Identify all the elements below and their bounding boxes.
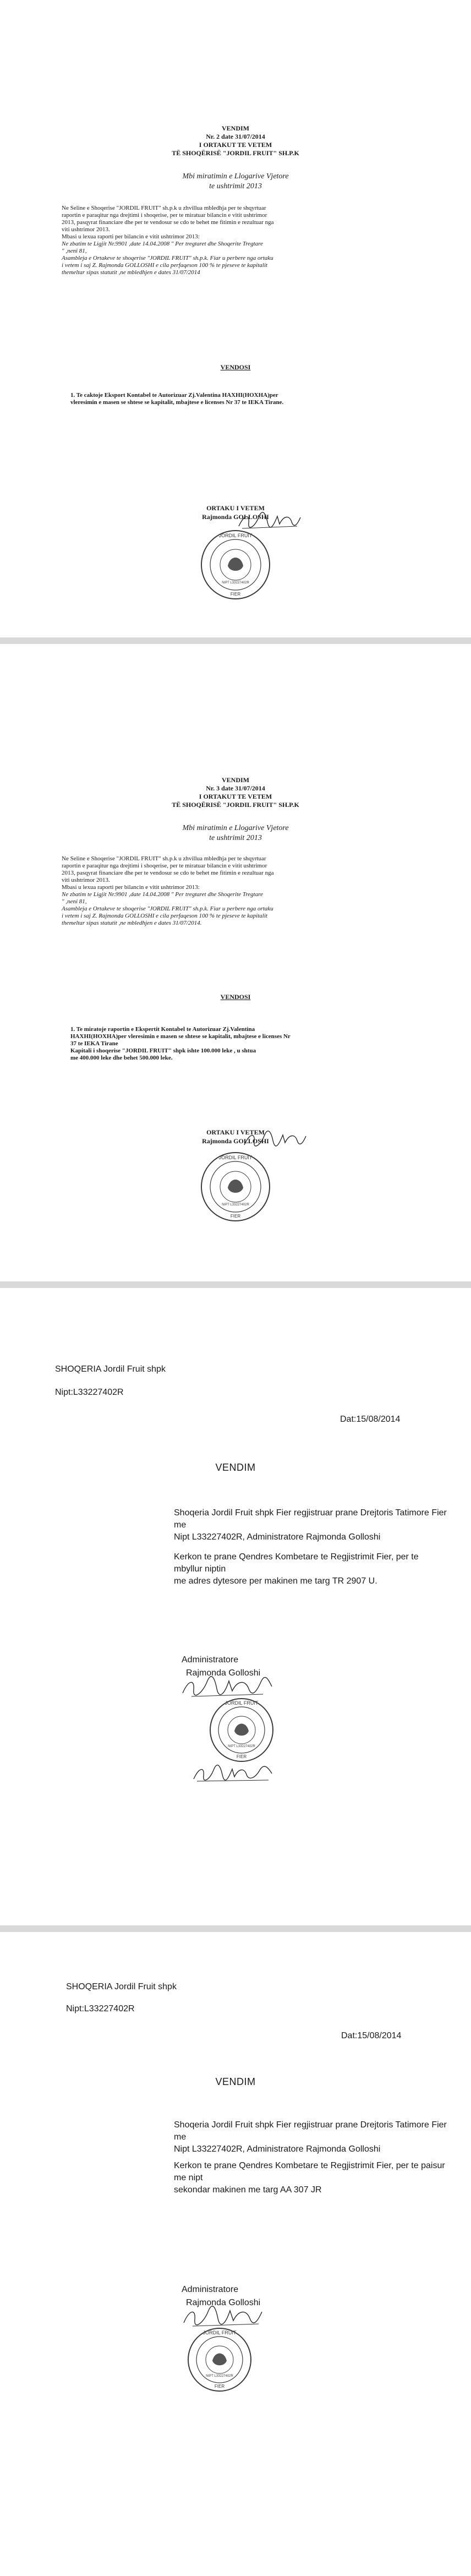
decision-company: TË SHOQËRISË "JORDIL FRUIT" SH.P.K [172, 801, 299, 809]
body-line: viti ushtrimor 2013. [62, 877, 110, 883]
company-nipt: Nipt:L33227402R [55, 1388, 124, 1397]
document-page-4 [0, 1932, 471, 2576]
stamp-nipt: NIPT L33227402R [222, 581, 249, 585]
body-line: Mbasi u lexua raporti per bilancin e vitit ushtrimor 2013: [62, 233, 200, 240]
decision-subtitle: I ORTAKUT TE VETEM [199, 793, 272, 800]
letter-paragraph [174, 1551, 449, 1587]
paragraph-line: Shoqeria Jordil Fruit shpk Fier regjistruar prane Drejtoris Tatimore Fier me [174, 2120, 447, 2142]
stamp-ring-text: JORDIL FRUIT [224, 1700, 259, 1706]
vendosi-heading: VENDOSI [220, 363, 251, 371]
decision-number: Nr. 3 date 31/07/2014 [206, 784, 265, 792]
decision-title: VENDIM [222, 776, 249, 784]
company-stamp [199, 528, 272, 601]
decision-item [70, 392, 379, 406]
company-stamp [208, 1696, 275, 1764]
body-line: raportin e paraqitur nga drejtimi i shoqerise, per te miratuar bilancin e vitit ushtrimor [62, 863, 267, 869]
company-nipt: Nipt:L33227402R [66, 2004, 135, 2013]
item-line: 37 te IEKA Tirane [70, 1040, 118, 1047]
stamp-city: FIER [230, 592, 241, 597]
signatory-title: ORTAKU I VETEM [206, 1128, 265, 1136]
decision-body [62, 205, 370, 276]
item-line: 1. Te miratoje raportin e Ekspertit Kontabel te Autorizuar Zj.Valentina [70, 1026, 255, 1033]
item-line: vleresimin e masen se shtese se kapitalit, mbajtese e licenses Nr 37 te IEKA Tirane. [70, 399, 284, 406]
document-page-2 [0, 644, 471, 1281]
handwritten-signature [191, 1762, 274, 1784]
company-name: SHOQERIA Jordil Fruit shpk [55, 1365, 166, 1374]
body-line-italic: " ,neni 81, [62, 898, 87, 905]
stamp-nipt: NIPT L33227402R [222, 1203, 249, 1207]
item-line: Kapitali i shoqerise "JORDIL FRUIT" shpk ishte 100.000 leke , u shtua [70, 1047, 256, 1054]
decision-about-year: te ushtrimit 2013 [209, 834, 262, 842]
body-line-italic: i vetem i saj Z. Rajmonda GOLLOSHI e cila perfaqeson 100 % te pjeseve te kapitalit [62, 262, 267, 269]
body-line: 2013, pasqyrat financiare dhe per te vendosur se cdo te behet me fitimin e rezultuar nga [62, 219, 274, 226]
letter-paragraph [174, 2119, 449, 2155]
paragraph-line: me adres dytesore per makinen me targ TR 2907 U. [174, 1576, 377, 1586]
item-line: 1. Te caktoje Eksport Kontabel te Autorizuar Zj.Valentina HAXHI(HOXHA)per [70, 392, 278, 399]
signatory-name: Rajmonda GOLLOSHI [202, 1137, 269, 1145]
stamp-city: FIER [230, 1214, 241, 1219]
paragraph-line: Kerkon te prane Qendres Kombetare te Regjistrimit Fier, per te mbyllur niptin [174, 1552, 419, 1574]
letter-date: Dat:15/08/2014 [341, 2031, 402, 2040]
body-line-italic: themeltar sipas statutit ,ne mbledhjen e dates 31/07/2014. [62, 920, 202, 926]
document-page-3 [0, 1288, 471, 1925]
signatory-name: Rajmonda Golloshi [186, 2298, 261, 2307]
body-line: viti ushtrimor 2013. [62, 226, 110, 233]
stamp-city: FIER [236, 1754, 247, 1759]
stamp-nipt: NIPT L33227402R [206, 2375, 233, 2378]
body-line: Ne Seline e Shoqerise "JORDIL FRUIT" sh.p.k u zhvillua mbledhja per te shqyrtuar [62, 205, 266, 211]
paragraph-line: Kerkon te prane Qendres Kombetare te Regjistrimit Fier, per te paisur me nipt [174, 2161, 445, 2182]
handwritten-signature [242, 1128, 308, 1150]
item-line: HAXHI(HOXHA)per vleresimin e masen se shtese se kapitalit, mbajtese e licenses Nr [70, 1033, 291, 1040]
decision-about: Mbi miratimin e Llogarive Vjetore [182, 824, 289, 832]
signatory-title: Administratore [182, 2285, 239, 2294]
decision-title: VENDIM [222, 124, 249, 132]
signatory-name: Rajmonda GOLLOSHI [202, 513, 269, 521]
handwritten-signature [182, 2304, 264, 2328]
paragraph-line: Nipt L33227402R, Administratore Rajmonda Golloshi [174, 1532, 381, 1542]
company-name: SHOQERIA Jordil Fruit shpk [66, 1982, 177, 1991]
signatory-name: Rajmonda Golloshi [186, 1668, 261, 1678]
decision-body [62, 855, 370, 927]
body-line: Mbasi u lexua raporti per bilancin e vitit ushtrimor 2013: [62, 884, 200, 891]
company-stamp [186, 2326, 253, 2393]
paragraph-line: sekondar makinen me targ AA 307 JR [174, 2185, 322, 2195]
decision-company: TË SHOQËRISË "JORDIL FRUIT" SH.P.K [172, 149, 299, 157]
company-stamp [199, 1150, 272, 1223]
body-line-italic: " ,neni 81, [62, 248, 87, 254]
letter-paragraph [174, 1507, 449, 1543]
stamp-nipt: NIPT L33227402R [228, 1745, 255, 1748]
body-line-italic: Asambleja e Ortakeve te shoqerise "JORDIL FRUIT" sh.p.k. Fiar u perbere nga ortaku [62, 255, 273, 261]
letter-title: VENDIM [215, 1462, 256, 1473]
paragraph-line: Shoqeria Jordil Fruit shpk Fier regjistruar prane Drejtoris Tatimore Fier me [174, 1508, 447, 1530]
body-line: raportin e paraqitur nga drejtimi i shoqerise, per te miratuar bilancin e vitit ushtrimor [62, 212, 267, 219]
body-line: Ne Seline e Shoqerise "JORDIL FRUIT" sh.p.k u zhvillua mbledhja per te shqyrtuar [62, 855, 266, 862]
decision-item [70, 1026, 379, 1062]
letter-title: VENDIM [215, 2076, 256, 2087]
decision-subtitle: I ORTAKUT TE VETEM [199, 141, 272, 149]
body-line-italic: i vetem i saj Z. Rajmonda GOLLOSHI e cila perfaqeson 100 % te pjeseve te kapitalit [62, 913, 267, 919]
vendosi-heading: VENDOSI [220, 993, 251, 1001]
letter-paragraph [174, 2160, 449, 2196]
stamp-ring-text: JORDIL FRUIT [202, 2330, 237, 2335]
handwritten-signature [180, 1674, 274, 1699]
stamp-city: FIER [214, 2384, 225, 2389]
decision-number: Nr. 2 date 31/07/2014 [206, 133, 265, 140]
paragraph-line: Nipt L33227402R, Administratore Rajmonda Golloshi [174, 2144, 381, 2154]
document-page-1 [0, 0, 471, 637]
letter-date: Dat:15/08/2014 [340, 1415, 401, 1424]
stamp-ring-text: JORDIL FRUIT [218, 533, 253, 538]
decision-about-year: te ushtrimit 2013 [209, 182, 262, 190]
signatory-title: ORTAKU I VETEM [206, 504, 265, 512]
body-line: 2013, pasqyrat financiare dhe per te vendosur se cdo te behet me fitimin e rezultuar nga [62, 870, 274, 876]
body-line-italic: themeltar sipas statutit ,ne mbledhjen e dates 31/07/2014 [62, 269, 200, 276]
decision-about: Mbi miratimin e Llogarive Vjetore [182, 172, 289, 181]
body-line-italic: Asambleja e Ortakeve te shoqerise "JORDIL FRUIT" sh.p.k. Fiar u perbere nga ortaku [62, 905, 273, 912]
signatory-title: Administratore [182, 1655, 239, 1664]
body-line-italic: Ne zbatim te Ligjit Nr.9901 ,date 14.04.2008 " Per tregtaret dhe Shoqerite Tregtare [62, 241, 263, 247]
stamp-ring-text: JORDIL FRUIT [218, 1155, 253, 1160]
item-line: me 400.000 leke dhe behet 500.000 leke. [70, 1055, 173, 1061]
body-line-italic: Ne zbatim te Ligjit Nr.9901 ,date 14.04.2008 " Per tregtaret dhe Shoqerite Tregtare [62, 891, 263, 898]
